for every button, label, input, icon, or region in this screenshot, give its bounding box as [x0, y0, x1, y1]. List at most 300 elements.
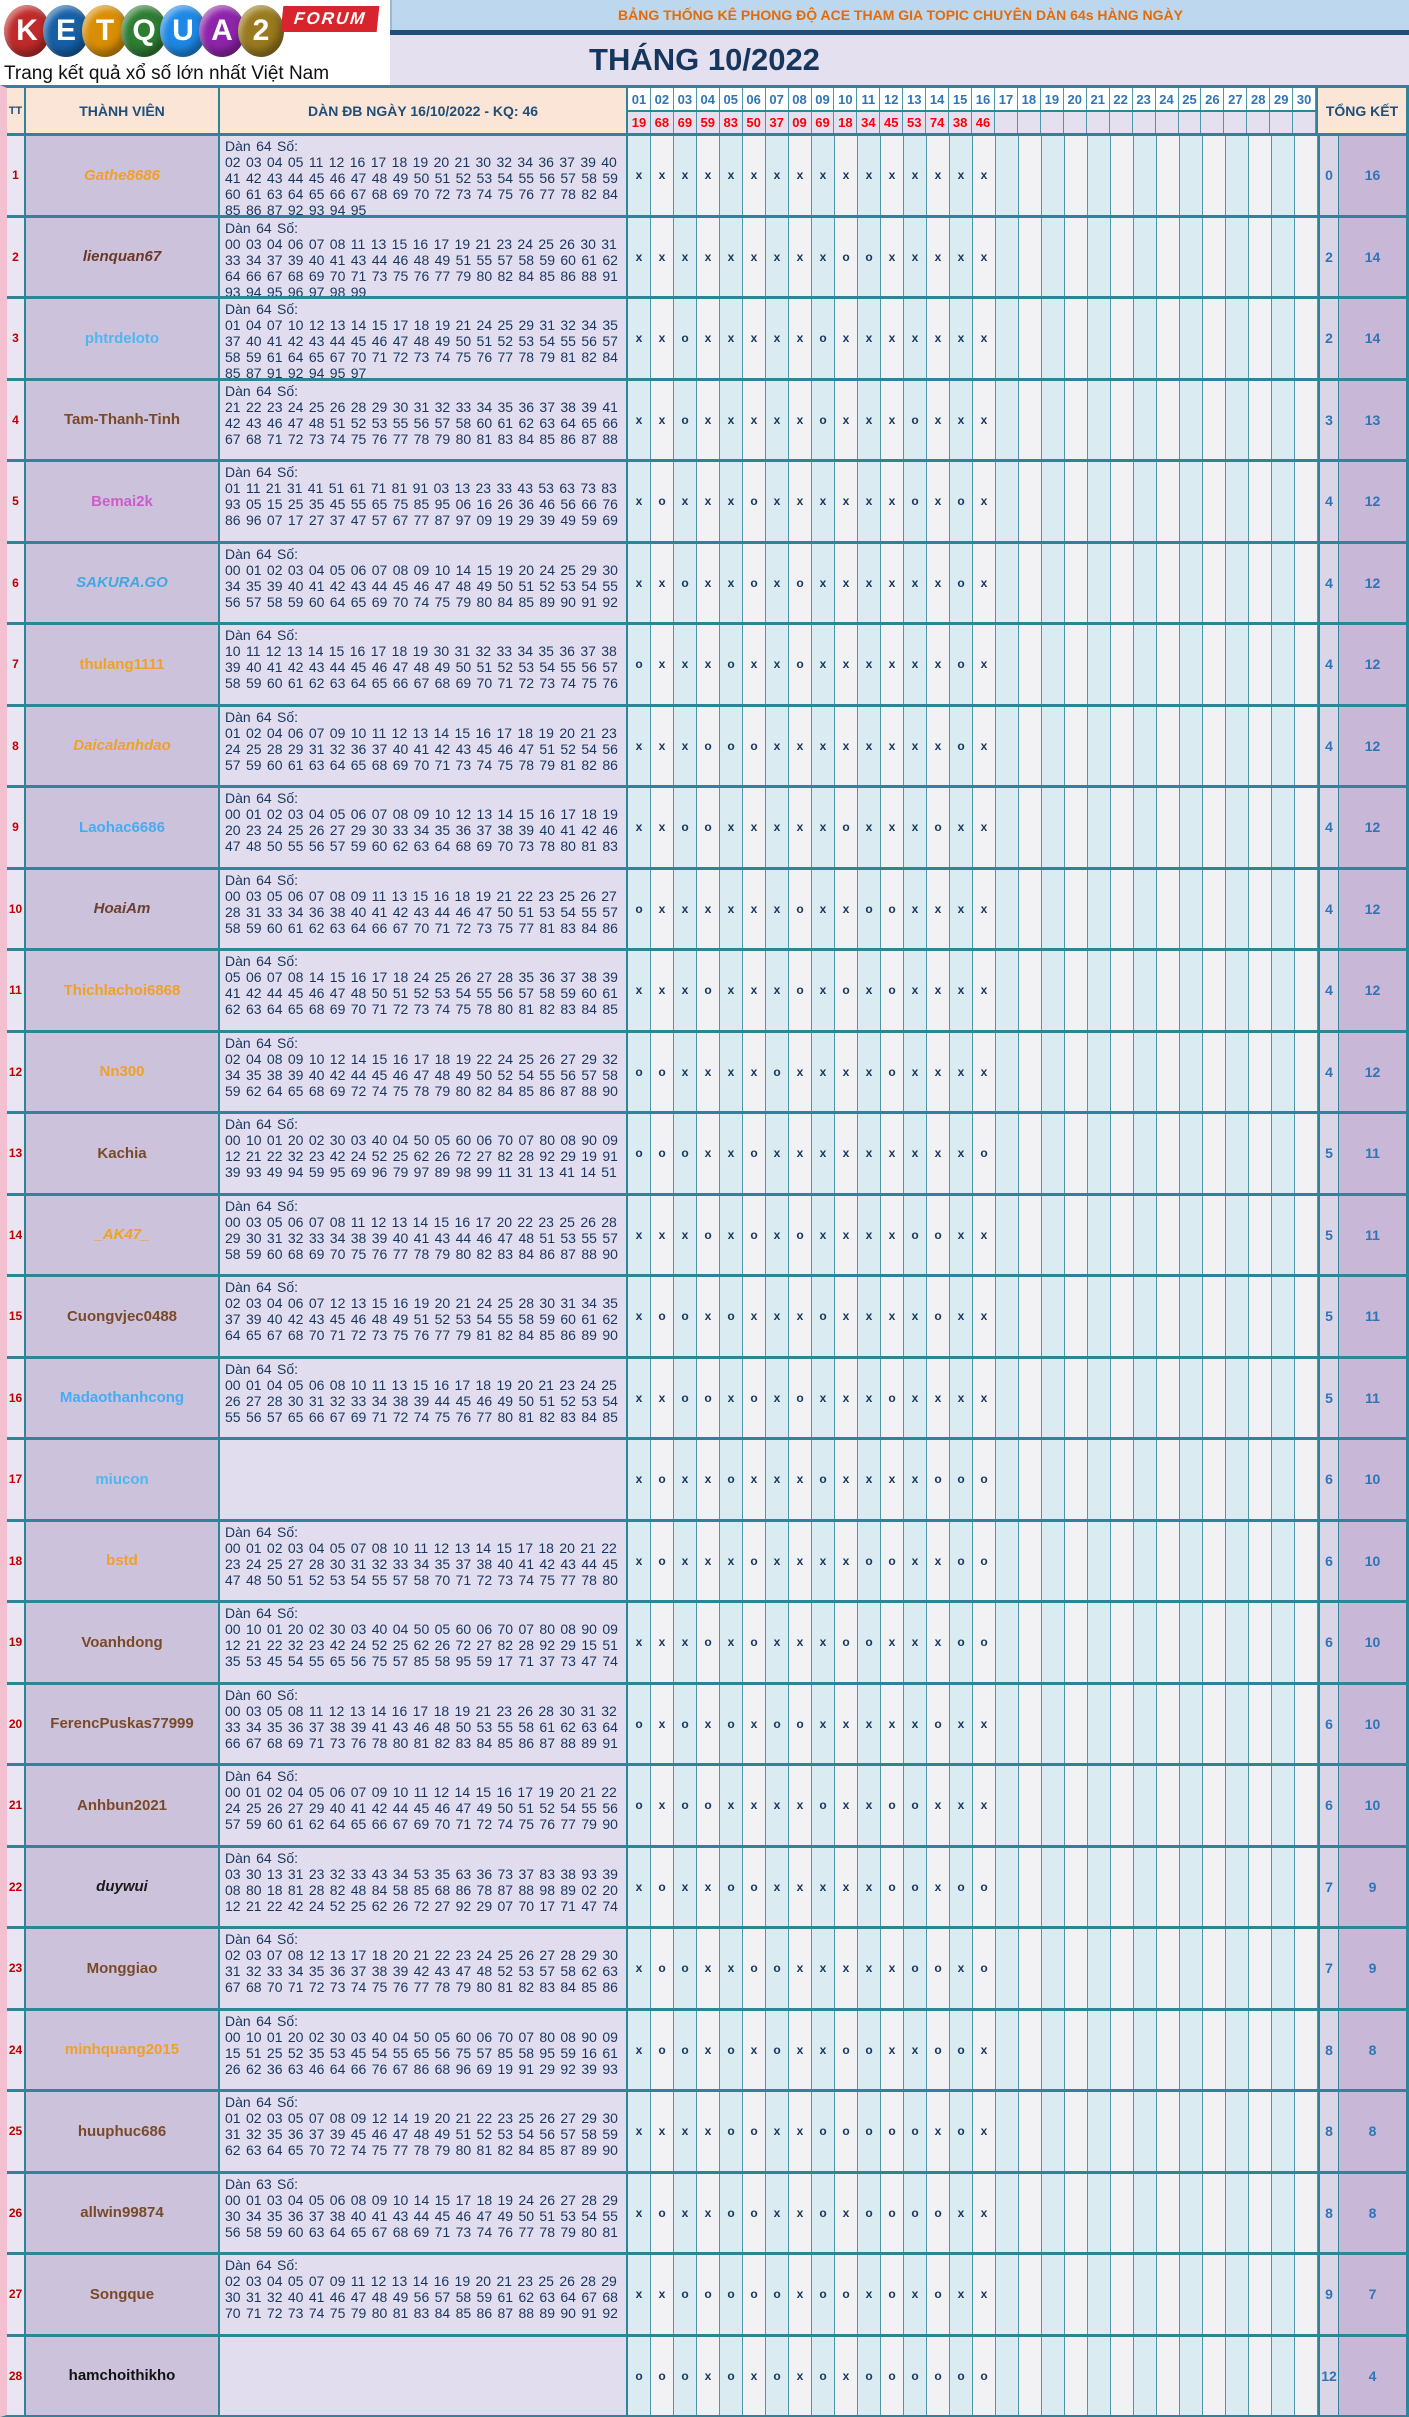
- day-mark: x: [628, 1603, 651, 1682]
- day-mark: x: [697, 1929, 720, 2008]
- day-mark: [1226, 1277, 1249, 1356]
- dan-label: Dàn 64 Số:: [225, 2257, 299, 2273]
- day-mark: o: [927, 1196, 950, 1275]
- total-hit: 16: [1339, 136, 1406, 215]
- day-mark: [1088, 1277, 1111, 1356]
- day-mark: [1134, 381, 1157, 460]
- day-mark: x: [950, 136, 973, 215]
- kq-value: 74: [926, 112, 949, 133]
- day-mark: x: [973, 1359, 996, 1438]
- table-row: [7, 218, 1406, 300]
- dan-line: 02 03 04 06 07 12 13 15 16 19 20 21 24 25 28 30 31 34 35: [225, 1295, 618, 1311]
- day-mark: o: [881, 1359, 904, 1438]
- day-mark: x: [950, 870, 973, 949]
- day-mark: [1111, 2092, 1134, 2171]
- day-mark: [1042, 2092, 1065, 2171]
- day-mark: x: [950, 1766, 973, 1845]
- day-mark: x: [697, 870, 720, 949]
- day-mark: x: [628, 707, 651, 786]
- day-mark: [1295, 381, 1318, 460]
- day-mark: [1088, 544, 1111, 623]
- total-miss: 6: [1318, 1522, 1339, 1601]
- day-mark: o: [743, 1603, 766, 1682]
- day-mark: [1272, 2174, 1295, 2253]
- total-miss: 2: [1318, 299, 1339, 378]
- member-name: Tam-Thanh-Tinh: [26, 381, 220, 460]
- day-mark: [1180, 1766, 1203, 1845]
- day-mark: [1272, 1196, 1295, 1275]
- day-mark: x: [927, 136, 950, 215]
- day-mark: [1019, 1848, 1042, 1927]
- dan-line: 28 31 33 34 36 38 40 41 42 43 44 46 47 50 51 53 54 55 57: [225, 903, 618, 920]
- day-mark: o: [812, 1277, 835, 1356]
- day-mark: x: [881, 1929, 904, 2008]
- day-mark: x: [628, 788, 651, 867]
- table-row: [7, 299, 1406, 381]
- day-mark: [1272, 1522, 1295, 1601]
- day-mark: x: [927, 707, 950, 786]
- day-mark: x: [789, 2011, 812, 2090]
- dan-line: 01 02 04 06 07 09 10 11 12 13 14 15 16 17 18 19 20 21 23: [225, 724, 617, 741]
- row-number: 6: [7, 544, 26, 623]
- day-mark: x: [904, 1277, 927, 1356]
- dan-line: 02 03 04 05 07 09 11 12 13 14 16 19 20 21 23 25 26 28 29: [225, 2273, 617, 2289]
- day-mark: x: [651, 544, 674, 623]
- day-header: 22: [1110, 88, 1133, 110]
- day-mark: x: [743, 625, 766, 704]
- row-number: 12: [7, 1033, 26, 1112]
- day-mark: [1019, 1685, 1042, 1764]
- day-mark: x: [743, 136, 766, 215]
- row-number: 25: [7, 2092, 26, 2171]
- day-mark: [1272, 1277, 1295, 1356]
- dan-line: 57 59 60 61 63 64 65 68 69 70 71 73 74 75 78 79 81 82 86: [225, 756, 618, 773]
- day-mark: x: [973, 2174, 996, 2253]
- table-row: [7, 544, 1406, 626]
- day-mark: x: [697, 1033, 720, 1112]
- day-mark: [1111, 136, 1134, 215]
- day-mark: [1295, 1440, 1318, 1519]
- day-mark: x: [674, 870, 697, 949]
- day-mark: x: [766, 625, 789, 704]
- table-row: [7, 1277, 1406, 1359]
- day-mark: [1203, 707, 1226, 786]
- day-mark: x: [674, 462, 697, 541]
- day-mark: [1203, 1522, 1226, 1601]
- day-mark: [1111, 2255, 1134, 2334]
- day-mark: x: [973, 462, 996, 541]
- day-mark: x: [789, 381, 812, 460]
- day-mark: [1134, 1359, 1157, 1438]
- day-mark: x: [973, 951, 996, 1030]
- dan-label: Dàn 63 Số:: [225, 2175, 299, 2192]
- day-header: 06: [743, 88, 766, 110]
- day-mark: x: [812, 1603, 835, 1682]
- logo-letter: Q: [121, 5, 167, 57]
- day-mark: [1134, 1440, 1157, 1519]
- day-mark: [1065, 1766, 1088, 1845]
- day-mark: [1065, 1359, 1088, 1438]
- day-mark: [996, 625, 1019, 704]
- day-mark: x: [835, 1440, 858, 1519]
- day-mark: [1042, 1603, 1065, 1682]
- day-mark: [1272, 218, 1295, 297]
- day-mark: [1295, 788, 1318, 867]
- day-mark: [1180, 1440, 1203, 1519]
- day-mark: [1180, 1848, 1203, 1927]
- dan-line: 58 59 60 61 62 63 64 66 67 70 71 72 73 75 77 81 83 84 86: [225, 919, 618, 936]
- day-mark: x: [904, 218, 927, 297]
- day-mark: [1065, 1196, 1088, 1275]
- day-header: 08: [789, 88, 812, 110]
- day-mark: [1295, 2011, 1318, 2090]
- table-row: [7, 136, 1406, 218]
- day-mark: x: [927, 1603, 950, 1682]
- row-number: 21: [7, 1766, 26, 1845]
- day-mark: [1157, 1033, 1180, 1112]
- day-mark: [1157, 218, 1180, 297]
- dan-line: 00 03 05 06 07 08 11 12 13 14 15 16 17 20 22 23 25 26 28: [225, 1213, 617, 1230]
- day-mark: [1157, 136, 1180, 215]
- day-mark: [1065, 870, 1088, 949]
- day-mark: [1042, 1929, 1065, 2008]
- dan-numbers-cell: [220, 625, 628, 704]
- row-number: 11: [7, 951, 26, 1030]
- day-mark: x: [881, 462, 904, 541]
- total-miss: 12: [1318, 2337, 1339, 2416]
- day-mark: x: [789, 218, 812, 297]
- member-name: minhquang2015: [26, 2011, 220, 2090]
- total-miss: 4: [1318, 625, 1339, 704]
- day-mark: x: [973, 299, 996, 378]
- day-mark: o: [766, 1685, 789, 1764]
- day-mark: [1295, 1033, 1318, 1112]
- member-name: Laohac6686: [26, 788, 220, 867]
- day-mark: [1134, 218, 1157, 297]
- day-mark: x: [651, 788, 674, 867]
- day-mark: x: [766, 1603, 789, 1682]
- day-mark: o: [651, 1929, 674, 2008]
- kq-value: [1293, 112, 1316, 133]
- dan-line: 01 11 21 31 41 51 61 71 81 91 03 13 23 33 43 53 63 73 83: [225, 480, 617, 496]
- day-mark: x: [881, 544, 904, 623]
- day-mark: x: [789, 2092, 812, 2171]
- day-mark: [1134, 788, 1157, 867]
- day-mark: x: [904, 788, 927, 867]
- day-mark: [1019, 707, 1042, 786]
- day-mark: [1065, 1522, 1088, 1601]
- dan-line: 41 42 43 44 45 46 47 48 49 50 51 52 53 54 55 56 57 58 59: [225, 170, 618, 186]
- day-mark: x: [651, 625, 674, 704]
- total-hit: 12: [1339, 788, 1406, 867]
- day-mark: o: [674, 2255, 697, 2334]
- day-mark: [1111, 544, 1134, 623]
- day-mark: x: [904, 2011, 927, 2090]
- day-mark: [1042, 788, 1065, 867]
- day-mark: x: [766, 951, 789, 1030]
- day-mark: x: [812, 1929, 835, 2008]
- day-mark: [1157, 1114, 1180, 1193]
- day-mark: x: [628, 2092, 651, 2171]
- day-mark: [1111, 951, 1134, 1030]
- row-number: 16: [7, 1359, 26, 1438]
- day-mark: x: [697, 381, 720, 460]
- total-miss: 6: [1318, 1685, 1339, 1764]
- day-mark: o: [881, 2337, 904, 2416]
- total-hit: 8: [1339, 2092, 1406, 2171]
- day-mark: [1019, 625, 1042, 704]
- row-number: 7: [7, 625, 26, 704]
- dan-label: Dàn 64 Số:: [225, 219, 299, 236]
- day-mark: x: [720, 1033, 743, 1112]
- table-row: [7, 951, 1406, 1033]
- day-mark: [1180, 870, 1203, 949]
- day-mark: [1203, 1440, 1226, 1519]
- dan-numbers-cell: [220, 299, 628, 378]
- day-mark: [1180, 218, 1203, 297]
- day-mark: [1272, 1440, 1295, 1519]
- day-mark: x: [973, 381, 996, 460]
- day-mark: o: [697, 951, 720, 1030]
- day-mark: o: [674, 788, 697, 867]
- day-mark: [1226, 1848, 1249, 1927]
- day-mark: o: [881, 2092, 904, 2171]
- dan-numbers-cell: [220, 1196, 628, 1275]
- day-mark: [996, 136, 1019, 215]
- day-mark: [1134, 299, 1157, 378]
- day-mark: o: [789, 544, 812, 623]
- day-mark: x: [858, 625, 881, 704]
- day-mark: x: [881, 299, 904, 378]
- day-mark: [1157, 1440, 1180, 1519]
- kq-value: 69: [812, 112, 835, 133]
- day-mark: o: [927, 1929, 950, 2008]
- day-mark: [1295, 544, 1318, 623]
- kq-value: [1133, 112, 1156, 133]
- dan-line: 55 56 57 65 66 67 69 71 72 74 75 76 77 80 81 82 83 84 85: [225, 1408, 618, 1425]
- day-mark: x: [858, 1440, 881, 1519]
- day-mark: [1272, 707, 1295, 786]
- day-header: 11: [857, 88, 880, 110]
- day-mark: [1134, 2255, 1157, 2334]
- dan-line: 62 63 64 65 70 72 74 75 77 78 79 80 81 82 84 85 87 89 90: [225, 2142, 618, 2158]
- day-mark: [1019, 1766, 1042, 1845]
- day-mark: o: [973, 1522, 996, 1601]
- day-header: 15: [949, 88, 972, 110]
- day-mark: [1226, 1440, 1249, 1519]
- total-hit: 10: [1339, 1685, 1406, 1764]
- row-number: 4: [7, 381, 26, 460]
- dan-label: Dàn 64 Số:: [225, 953, 299, 969]
- day-mark: o: [812, 299, 835, 378]
- day-mark: x: [904, 625, 927, 704]
- day-mark: [1157, 1603, 1180, 1682]
- day-mark: x: [697, 462, 720, 541]
- day-mark: [1019, 462, 1042, 541]
- total-hit: 12: [1339, 625, 1406, 704]
- total-hit: 11: [1339, 1114, 1406, 1193]
- day-mark: o: [858, 2092, 881, 2171]
- day-mark: [1203, 2255, 1226, 2334]
- day-mark: [1249, 299, 1272, 378]
- day-mark: [1295, 1929, 1318, 2008]
- day-mark: o: [812, 381, 835, 460]
- day-mark: [1134, 1196, 1157, 1275]
- day-mark: [996, 1114, 1019, 1193]
- day-mark: [1019, 1359, 1042, 1438]
- day-mark: [1157, 462, 1180, 541]
- day-mark: x: [812, 2011, 835, 2090]
- day-mark: [1226, 1033, 1249, 1112]
- day-mark: x: [651, 136, 674, 215]
- day-mark: x: [835, 299, 858, 378]
- day-columns-header: [628, 88, 1318, 133]
- total-miss: 7: [1318, 1929, 1339, 2008]
- day-mark: o: [812, 1440, 835, 1519]
- day-mark: o: [743, 1522, 766, 1601]
- dan-label: Dàn 64 Số:: [225, 545, 299, 562]
- day-mark: x: [720, 1196, 743, 1275]
- day-mark: x: [789, 1603, 812, 1682]
- day-mark: [1065, 1929, 1088, 2008]
- day-mark: [1042, 1522, 1065, 1601]
- day-mark: [1226, 1522, 1249, 1601]
- dan-label: Dàn 64 Số:: [225, 627, 299, 643]
- day-mark: o: [743, 707, 766, 786]
- day-mark: x: [743, 1440, 766, 1519]
- dan-numbers-cell: [220, 381, 628, 460]
- day-mark: [1180, 1359, 1203, 1438]
- day-mark: [1226, 462, 1249, 541]
- table-row: [7, 625, 1406, 707]
- day-mark: o: [720, 625, 743, 704]
- day-mark: [1249, 788, 1272, 867]
- day-mark: x: [674, 1848, 697, 1927]
- day-mark: [1295, 1522, 1318, 1601]
- table-header-row: [7, 88, 1406, 136]
- dan-line: 86 96 07 17 27 37 47 57 67 77 87 97 09 19 29 39 49 59 69: [225, 512, 618, 528]
- dan-line: 39 40 41 42 43 44 45 46 47 48 49 50 51 52 53 54 55 56 57: [225, 659, 618, 675]
- day-mark: [1249, 1033, 1272, 1112]
- day-mark: [1157, 1277, 1180, 1356]
- kq-value: 09: [789, 112, 812, 133]
- table-row: [7, 1114, 1406, 1196]
- day-mark: x: [674, 2174, 697, 2253]
- day-mark: o: [628, 2337, 651, 2416]
- member-name: Thichlachoi6868: [26, 951, 220, 1030]
- day-mark: x: [697, 299, 720, 378]
- day-mark: x: [835, 625, 858, 704]
- day-mark: [1295, 136, 1318, 215]
- day-mark: [1226, 1766, 1249, 1845]
- day-mark: [1203, 381, 1226, 460]
- dan-line: 85 87 91 92 94 95 97: [225, 365, 367, 378]
- dan-numbers-cell: [220, 870, 628, 949]
- day-mark: [1295, 870, 1318, 949]
- day-mark: [1203, 218, 1226, 297]
- day-mark: x: [789, 1440, 812, 1519]
- day-mark: [1042, 870, 1065, 949]
- dan-line: 85 86 87 92 93 94 95: [225, 202, 367, 215]
- day-mark: x: [766, 1277, 789, 1356]
- dan-numbers-cell: [220, 2011, 628, 2090]
- day-mark: [1226, 2337, 1249, 2416]
- day-mark: x: [858, 299, 881, 378]
- day-mark: [1019, 951, 1042, 1030]
- day-mark: x: [950, 951, 973, 1030]
- day-mark: o: [651, 1848, 674, 1927]
- day-mark: o: [697, 1196, 720, 1275]
- day-mark: [1019, 218, 1042, 297]
- day-mark: x: [697, 1440, 720, 1519]
- day-header: 21: [1087, 88, 1110, 110]
- day-mark: x: [812, 788, 835, 867]
- dan-numbers-cell: [220, 951, 628, 1030]
- day-mark: o: [697, 2255, 720, 2334]
- day-mark: x: [743, 299, 766, 378]
- dan-numbers-cell: [220, 1848, 628, 1927]
- day-mark: [1019, 1277, 1042, 1356]
- day-mark: [1134, 625, 1157, 704]
- day-mark: o: [628, 1685, 651, 1764]
- day-mark: o: [858, 2011, 881, 2090]
- col-header-tt: TT: [7, 88, 26, 133]
- day-mark: o: [766, 2255, 789, 2334]
- day-mark: [1295, 218, 1318, 297]
- logo-letter: U: [160, 5, 206, 57]
- day-mark: x: [720, 1766, 743, 1845]
- day-mark: x: [973, 544, 996, 623]
- col-header-total: TỔNG KẾT: [1318, 88, 1406, 133]
- total-miss: 5: [1318, 1277, 1339, 1356]
- table-row: [7, 1685, 1406, 1767]
- day-mark: x: [651, 2255, 674, 2334]
- member-name: FerencPuskas77999: [26, 1685, 220, 1764]
- total-hit: 12: [1339, 544, 1406, 623]
- total-hit: 7: [1339, 2255, 1406, 2334]
- day-mark: [1042, 544, 1065, 623]
- day-mark: x: [651, 381, 674, 460]
- total-miss: 9: [1318, 2255, 1339, 2334]
- day-mark: x: [766, 707, 789, 786]
- dan-line: 08 80 18 81 28 82 48 84 58 85 68 86 78 87 88 98 89 02 20: [225, 1881, 618, 1898]
- day-mark: o: [766, 2011, 789, 2090]
- day-mark: o: [674, 1359, 697, 1438]
- dan-line: 12 21 22 42 24 52 25 62 26 72 27 92 29 07 70 17 71 47 74: [225, 1897, 618, 1914]
- day-mark: [1272, 544, 1295, 623]
- day-mark: [1203, 1929, 1226, 2008]
- member-name: SAKURA.GO: [26, 544, 220, 623]
- dan-line: 34 35 38 39 40 42 44 45 46 47 48 49 50 52 54 55 56 57 58: [225, 1066, 618, 1083]
- total-miss: 8: [1318, 2092, 1339, 2171]
- day-mark: o: [835, 2092, 858, 2171]
- day-mark: o: [812, 2255, 835, 2334]
- day-mark: x: [950, 1929, 973, 2008]
- day-mark: o: [628, 1766, 651, 1845]
- day-mark: o: [904, 1196, 927, 1275]
- day-mark: o: [697, 707, 720, 786]
- day-mark: x: [766, 1114, 789, 1193]
- dan-line: 30 34 35 36 37 38 40 41 43 44 45 46 47 49 50 51 53 54 55: [225, 2207, 618, 2224]
- day-mark: x: [720, 870, 743, 949]
- day-mark: [1019, 1522, 1042, 1601]
- day-mark: x: [766, 788, 789, 867]
- member-name: HoaiAm: [26, 870, 220, 949]
- day-mark: [1295, 2255, 1318, 2334]
- day-mark: [1088, 1440, 1111, 1519]
- day-mark: o: [858, 2337, 881, 2416]
- day-mark: o: [743, 1929, 766, 2008]
